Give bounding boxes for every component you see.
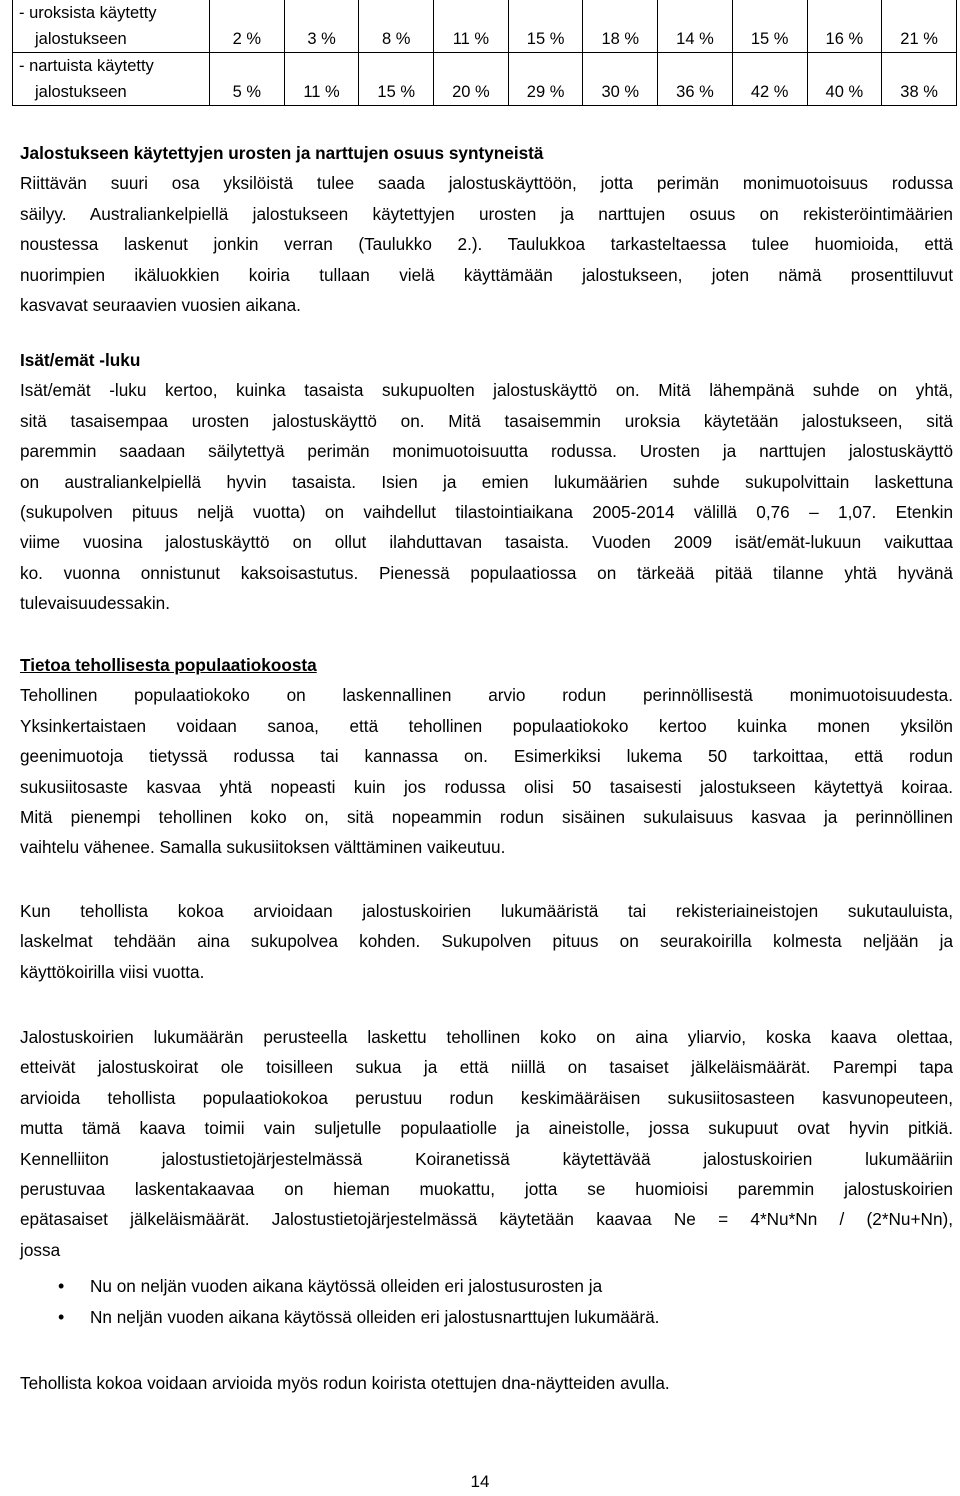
- text-line: jossa: [20, 1239, 61, 1260]
- text-line: Jalostuskoirien lukumäärän perusteella laskettu tehollinen koko on aina yliarvio, koska kaava olettaa,: [20, 1027, 953, 1047]
- table-cell: 29 %: [508, 53, 583, 106]
- table-cell: 18 %: [583, 0, 658, 53]
- text-line: ko. vuonna onnistunut kaksoisastutus. Pienessä populaatiossa on tärkeää pitää tilanne yhtä hyvänä: [20, 562, 953, 583]
- paragraph-generation: [20, 896, 953, 987]
- list-item-text: Nu on neljän vuoden aikana käytössä olleiden eri jalostusurosten ja: [90, 1276, 603, 1296]
- text-line: noustessa laskenut jonkin verran (Taulukko 2.). Taulukkoa tarkasteltaessa tulee huomioida, että: [20, 234, 953, 255]
- table-cell: 42 %: [732, 53, 807, 106]
- text-line: sukusiitosaste kasvaa yhtä nopeasti kuin jos rodussa olisi 50 tasaisesti jalostukseen käytettyä koiraa.: [20, 776, 953, 797]
- page-number: 14: [470, 1472, 490, 1491]
- section-heading: Jalostukseen käytettyjen urosten ja narttujen osuus syntyneistä: [20, 143, 544, 163]
- formula-variable-list: [20, 1271, 920, 1333]
- table-cell: 2 %: [210, 0, 285, 53]
- list-item: [20, 1271, 920, 1302]
- text-line: Yksinkertaistaen voidaan sanoa, että tehollinen populaatiokoko kertoo kuinka monen yksilön: [20, 715, 953, 736]
- text-line: geenimuotoja tietyssä rodussa tai kannassa on. Esimerkiksi lukema 50 tarkoittaa, että rodun: [20, 746, 953, 767]
- text-line: viime vuosina jalostuskäyttö on ollut ilahduttavan tasaista. Vuoden 2009 isät/emät-lukuun vaikuttaa: [20, 532, 953, 553]
- table-cell: 21 %: [882, 0, 957, 53]
- row-label: - uroksista käytetty jalostukseen: [13, 0, 210, 53]
- text-line: kasvavat seuraavien vuosien aikana.: [20, 295, 301, 316]
- table-row-males: [13, 0, 957, 53]
- table-cell: 15 %: [359, 53, 434, 106]
- text-line: Mitä pienempi tehollinen koko on, sitä nopeammin rodun sisäinen sukulaisuus kasvaa ja perinnöllinen: [20, 807, 953, 828]
- table-row-females: [13, 53, 957, 106]
- text-line: arvioida tehollista populaatiokokoa perustuu rodun keskimääräisen sukusiitosasteen kasvunopeuteen,: [20, 1087, 953, 1108]
- section-sire-dam-ratio: [20, 345, 953, 619]
- table-cell: 30 %: [583, 53, 658, 106]
- breeding-share-table: [12, 0, 957, 106]
- text-line: Tehollinen populaatiokoko on laskennallinen arvio rodun perinnöllisestä monimuotoisuudesta.: [20, 685, 953, 706]
- text-line: paremmin saadaan säilytettyä perimän monimuotoisuutta rodussa. Urosten ja narttujen jalostuskäyttö: [20, 441, 953, 462]
- bullet-icon: •: [58, 1276, 65, 1296]
- text-line: Riittävän suuri osa yksilöistä tulee saada jalostuskäyttöön, jotta perimän monimuotoisuus rodussa: [20, 173, 953, 194]
- table-cell: 20 %: [434, 53, 509, 106]
- table-cell: 14 %: [658, 0, 733, 53]
- text-line: (sukupolven pituus neljä vuotta) on vaihdellut tilastointiaikana 2005-2014 välillä 0,76 – 1,07. Etenkin: [20, 502, 953, 523]
- table-cell: 11 %: [284, 53, 359, 106]
- table-cell: 16 %: [807, 0, 882, 53]
- text-line: laskelmat tehdään aina sukupolvea kohden. Sukupolven pituus on seurakoirilla kolmesta neljään ja: [20, 931, 953, 952]
- table-cell: 40 %: [807, 53, 882, 106]
- section-heading: Tietoa tehollisesta populaatiokoosta: [20, 655, 317, 675]
- text-line: etteivät jalostuskoirat ole toisilleen sukua ja että niillä on tasaiset jälkeläismäärät. Parempi tapa: [20, 1057, 953, 1078]
- table-cell: 3 %: [284, 0, 359, 53]
- list-item-text: Nn neljän vuoden aikana käytössä olleiden eri jalostusnarttujen lukumäärä.: [90, 1307, 660, 1327]
- text-line: käyttökoirilla viisi vuotta.: [20, 961, 205, 982]
- table-cell: 11 %: [434, 0, 509, 53]
- text-line: tulevaisuudessakin.: [20, 593, 171, 614]
- table-cell: 36 %: [658, 53, 733, 106]
- table-cell: 15 %: [732, 0, 807, 53]
- text-line: Kennelliiton jalostustietojärjestelmässä Koiranetissä käytettävää jalostuskoirien lukumääriin: [20, 1148, 953, 1169]
- text-line: säilyy. Australiankelpiellä jalostukseen käytettyjen urosten ja narttujen osuus on rekisteröintimäärien: [20, 203, 953, 224]
- table-cell: 5 %: [210, 53, 285, 106]
- table-cell: 38 %: [882, 53, 957, 106]
- bullet-icon: •: [58, 1307, 65, 1327]
- section-heading: Isät/emät -luku: [20, 350, 141, 370]
- section-effective-population: [20, 650, 953, 863]
- table-cell: 8 %: [359, 0, 434, 53]
- paragraph-formula: [20, 1022, 953, 1265]
- text-line: Kun tehollista kokoa arvioidaan jalostuskoirien lukumääristä tai rekisteriaineistojen sukutauluista,: [20, 901, 953, 921]
- list-item: [20, 1302, 920, 1333]
- paragraph-dna: [20, 1368, 953, 1398]
- row-label: - nartuista käytetty jalostukseen: [13, 53, 210, 106]
- text-line: sitä tasaisempaa urosten jalostuskäyttö on. Mitä tasaisemmin uroksia käytetään jalostukseen, sitä: [20, 410, 953, 431]
- text-line: perustuvaa laskentakaavaa on hieman muokattu, jotta se huomioisi paremmin jalostuskoirien: [20, 1179, 953, 1200]
- table-cell: 15 %: [508, 0, 583, 53]
- text-line: on australiankelpiellä hyvin tasaista. Isien ja emien lukumäärien suhde sukupolvittain laskettuna: [20, 471, 953, 492]
- text-line: epätasaiset jälkeläismäärät. Jalostustietojärjestelmässä käytetään kaavaa Ne = 4*Nu*Nn / (2*Nu+Nn),: [20, 1209, 953, 1230]
- section-breeding-share: [20, 138, 953, 320]
- text-line: nuorimpien ikäluokkien koiria tullaan vielä käyttämään jalostukseen, joten nämä prosenttiluvut: [20, 264, 953, 285]
- text-line: vaihtelu vähenee. Samalla sukusiitoksen välttäminen vaikeutuu.: [20, 837, 506, 858]
- text-line: mutta tämä kaava toimii vain suljetulle populaatiolle ja aineistolle, jossa sukupuut ovat hyvin pitkiä.: [20, 1118, 953, 1139]
- text-line: Tehollista kokoa voidaan arvioida myös rodun koirista otettujen dna-näytteiden avulla.: [20, 1373, 670, 1393]
- text-line: Isät/emät -luku kertoo, kuinka tasaista sukupuolten jalostuskäyttö on. Mitä lähempänä suhde on yhtä,: [20, 380, 953, 401]
